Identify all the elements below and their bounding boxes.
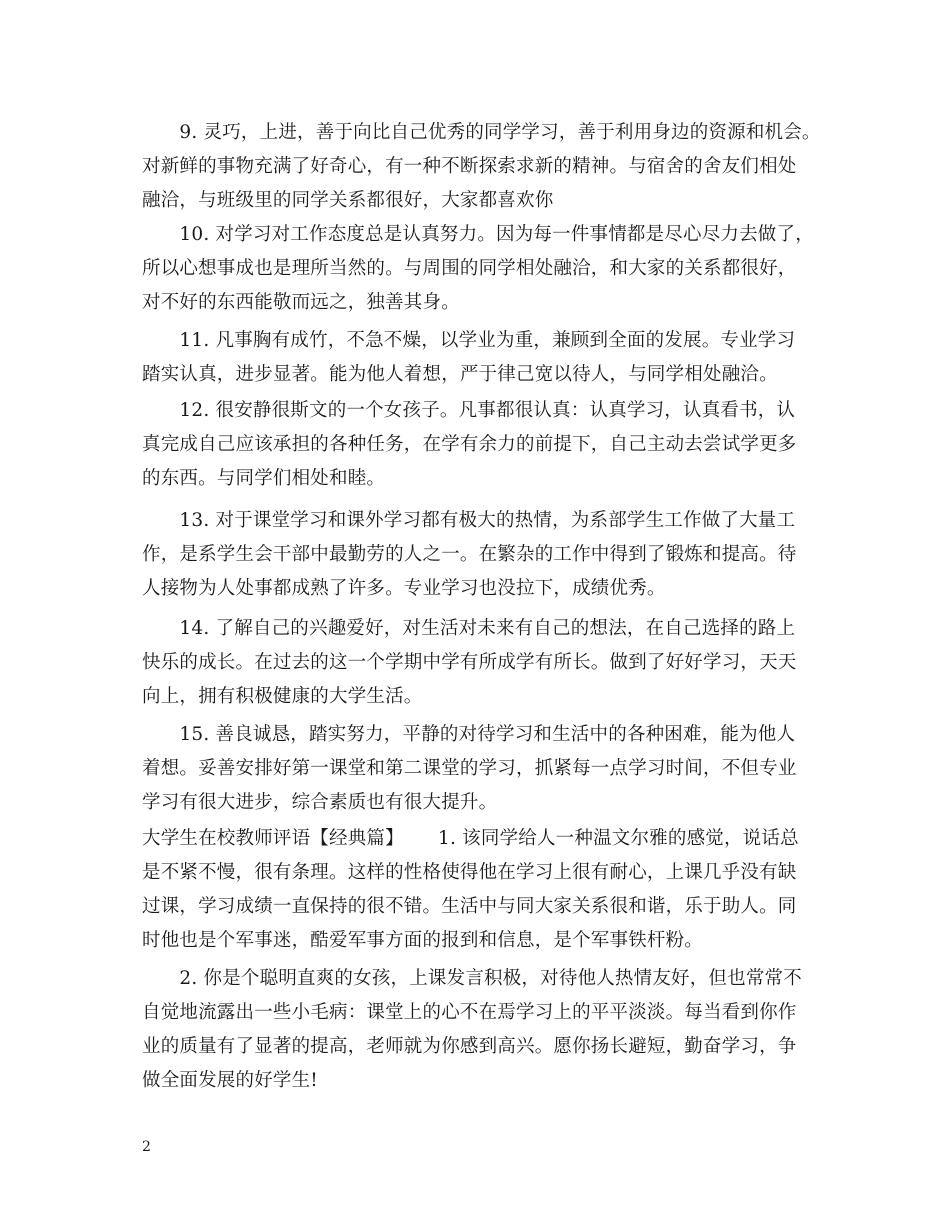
paragraph-9 (142, 116, 821, 218)
paragraph-12 (142, 394, 818, 496)
text-line: 学习有很大进步，综合素质也有很大提升。 (142, 792, 498, 813)
text-line: 9. 灵巧，上进，善于向比自己优秀的同学学习，善于利用身边的资源和机会。 (142, 122, 821, 143)
text-line: 着想。妥善安排好第一课堂和第二课堂的学习，抓紧每一点学习时间，不但专业 (142, 758, 797, 779)
text-line: 对新鲜的事物充满了好奇心，有一种不断探索求新的精神。与宿舍的舍友们相处 (142, 156, 797, 177)
text-line: 快乐的成长。在过去的这一个学期中学有所成学有所长。做到了好好学习，天天 (142, 652, 797, 673)
paragraph-11 (142, 324, 818, 392)
paragraph-14 (142, 612, 818, 714)
text-line: 大学生在校教师评语【经典篇】 1. 该同学给人一种温文尔雅的感觉，说话总 (142, 828, 799, 849)
text-line: 融洽，与班级里的同学关系都很好，大家都喜欢你 (142, 190, 554, 211)
text-line: 对不好的东西能敬而远之，独善其身。 (142, 292, 460, 313)
text-line: 12. 很安静很斯文的一个女孩子。凡事都很认真：认真学习，认真看书，认 (142, 400, 796, 421)
text-line: 做全面发展的好学生! (142, 1070, 318, 1091)
text-line: 过课，学习成绩一直保持的很不错。生活中与同大家关系很和谐，乐于助人。同 (142, 896, 797, 917)
text-line: 2. 你是个聪明直爽的女孩，上课发言积极，对待他人热情友好，但也常常不 (142, 968, 802, 989)
text-line: 的东西。与同学们相处和睦。 (142, 468, 386, 489)
text-line: 踏实认真，进步显著。能为他人着想，严于律己宽以待人，与同学相处融洽。 (142, 364, 778, 385)
text-line: 14. 了解自己的兴趣爱好，对生活对未来有自己的想法，在自己选择的路上 (142, 618, 796, 639)
paragraph-classic-2 (142, 962, 818, 1098)
paragraph-10 (142, 218, 818, 320)
paragraph-classic-1 (142, 822, 818, 958)
text-line: 是不紧不慢，很有条理。这样的性格使得他在学习上很有耐心，上课几乎没有缺 (142, 862, 797, 883)
text-line: 所以心想事成也是理所当然的。与周围的同学相处融洽，和大家的关系都很好， (142, 258, 797, 279)
page-number: 2 (142, 1139, 151, 1155)
text-line: 向上，拥有积极健康的大学生活。 (142, 686, 423, 707)
paragraph-15 (142, 718, 818, 820)
text-line: 10. 对学习对工作态度总是认真努力。因为每一件事情都是尽心尽力去做了， (142, 224, 814, 245)
text-line: 13. 对于课堂学习和课外学习都有极大的热情，为系部学生工作做了大量工 (142, 510, 796, 531)
text-line: 真完成自己应该承担的各种任务，在学有余力的前提下，自己主动去尝试学更多 (142, 434, 797, 455)
text-line: 人接物为人处事都成熟了许多。专业学习也没拉下，成绩优秀。 (142, 578, 666, 599)
text-line: 业的质量有了显著的提高，老师就为你感到高兴。愿你扬长避短，勤奋学习，争 (142, 1036, 797, 1057)
text-line: 时他也是个军事迷，酷爱军事方面的报到和信息，是个军事铁杆粉。 (142, 930, 704, 951)
paragraph-13 (142, 504, 818, 606)
text-line: 15. 善良诚恳，踏实努力，平静的对待学习和生活中的各种困难，能为他人 (142, 724, 796, 745)
text-line: 作，是系学生会干部中最勤劳的人之一。在繁杂的工作中得到了锻炼和提高。待 (142, 544, 797, 565)
text-line: 自觉地流露出一些小毛病：课堂上的心不在焉学习上的平平淡淡。每当看到你作 (142, 1002, 797, 1023)
text-line: 11. 凡事胸有成竹，不急不燥，以学业为重，兼顾到全面的发展。专业学习 (142, 330, 796, 351)
